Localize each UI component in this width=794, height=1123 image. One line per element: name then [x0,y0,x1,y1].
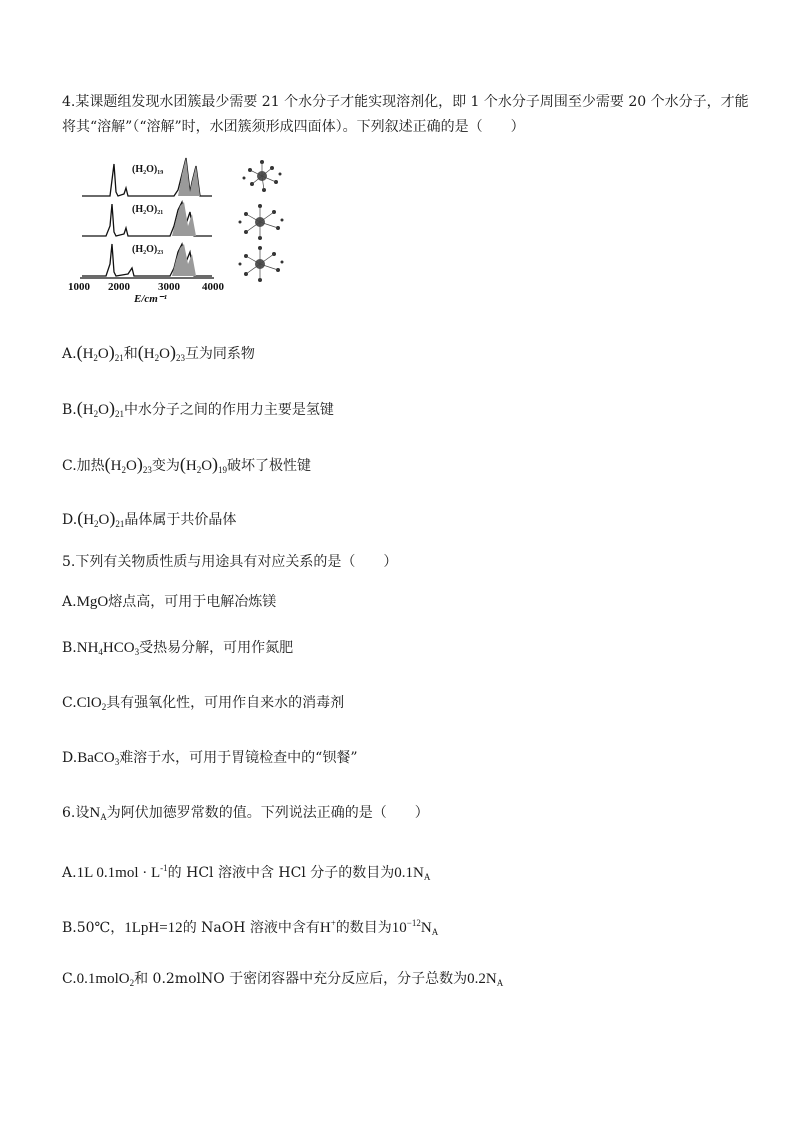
q4-stem-line1: 4.某课题组发现水团簇最少需要 21 个水分子才能实现溶剂化，即 1 个水分子周围至少需要 20 个水分子，才能 [62,94,749,110]
x-axis-label: E/cm⁻¹ [134,293,167,304]
q5-stem: 5.下列有关物质性质与用途具有对应关系的是（ ） [62,554,398,570]
q4-option-c: C.加热$(H_2O)_{23}$变为$(H_2O)_{19}$破坏了极性键 [62,454,312,475]
q4-option-d: $D.(H_2O)_{21}$晶体属于共价晶体 [62,508,237,529]
q4-stem-line2: 将其“溶解”（“溶解”时，水团簇须形成四面体）。下列叙述正确的是（ ） [62,119,525,135]
cluster-structure-19 [243,160,282,192]
q6-option-a: A.1L $0.1mol \cdot L^{-1}$的 HCl 溶液中含 HCl 分子的数目为$0.1N_A$ [62,863,431,882]
option-letter: A. [62,346,77,362]
q6-stem: 6.设$N_A$为阿伏加德罗常数的值。下列说法正确的是（ ） [62,805,429,822]
q5-option-d: D.BaCO$_3$难溶于水，可用于胃镜检查中的“钡餐” [62,750,358,767]
x-tick-3000: 3000 [158,281,180,293]
option-letter: C.加热 [62,458,105,474]
cluster-structure-23 [239,246,284,282]
x-tick-1000: 1000 [68,281,90,293]
x-tick-2000: 2000 [108,281,130,293]
q4-option-a: $A.(H_2O)_{21}$和$(H_2O)_{23}$互为同系物 [62,342,255,363]
q6-option-c: C.0.1molO$_2$和 0.2molNO 于密闭容器中充分反应后，分子总数为$0.2N_A$ [62,971,504,988]
water-cluster-spectra-figure [62,152,292,304]
q5-option-c: C.ClO$_2$具有强氧化性，可用作自来水的消毒剂 [62,695,345,712]
q4-option-b: $B.(H_2O)_{21}$中水分子之间的作用力主要是氢键 [62,398,334,419]
label-h2o-19: (H₂O)₁₉ [132,164,164,175]
spectra-svg [62,152,292,304]
q6-option-b: B.50℃，1LpH=12的 NaOH 溶液中含有H+的数目为$10^{-12}N_A$ [62,918,439,937]
x-tick-4000: 4000 [202,281,224,293]
cluster-structure-21 [239,204,284,240]
label-h2o-23: (H₂O)₂₃ [132,244,164,255]
option-letter: D. [62,512,78,528]
label-h2o-21: (H₂O)₂₁ [132,204,164,215]
q5-option-b: $B.NH_4HCO_3$受热易分解，可用作氮肥 [62,640,294,657]
option-letter: B. [62,402,77,418]
q5-option-a: A.MgO熔点高，可用于电解冶炼镁 [62,594,277,610]
